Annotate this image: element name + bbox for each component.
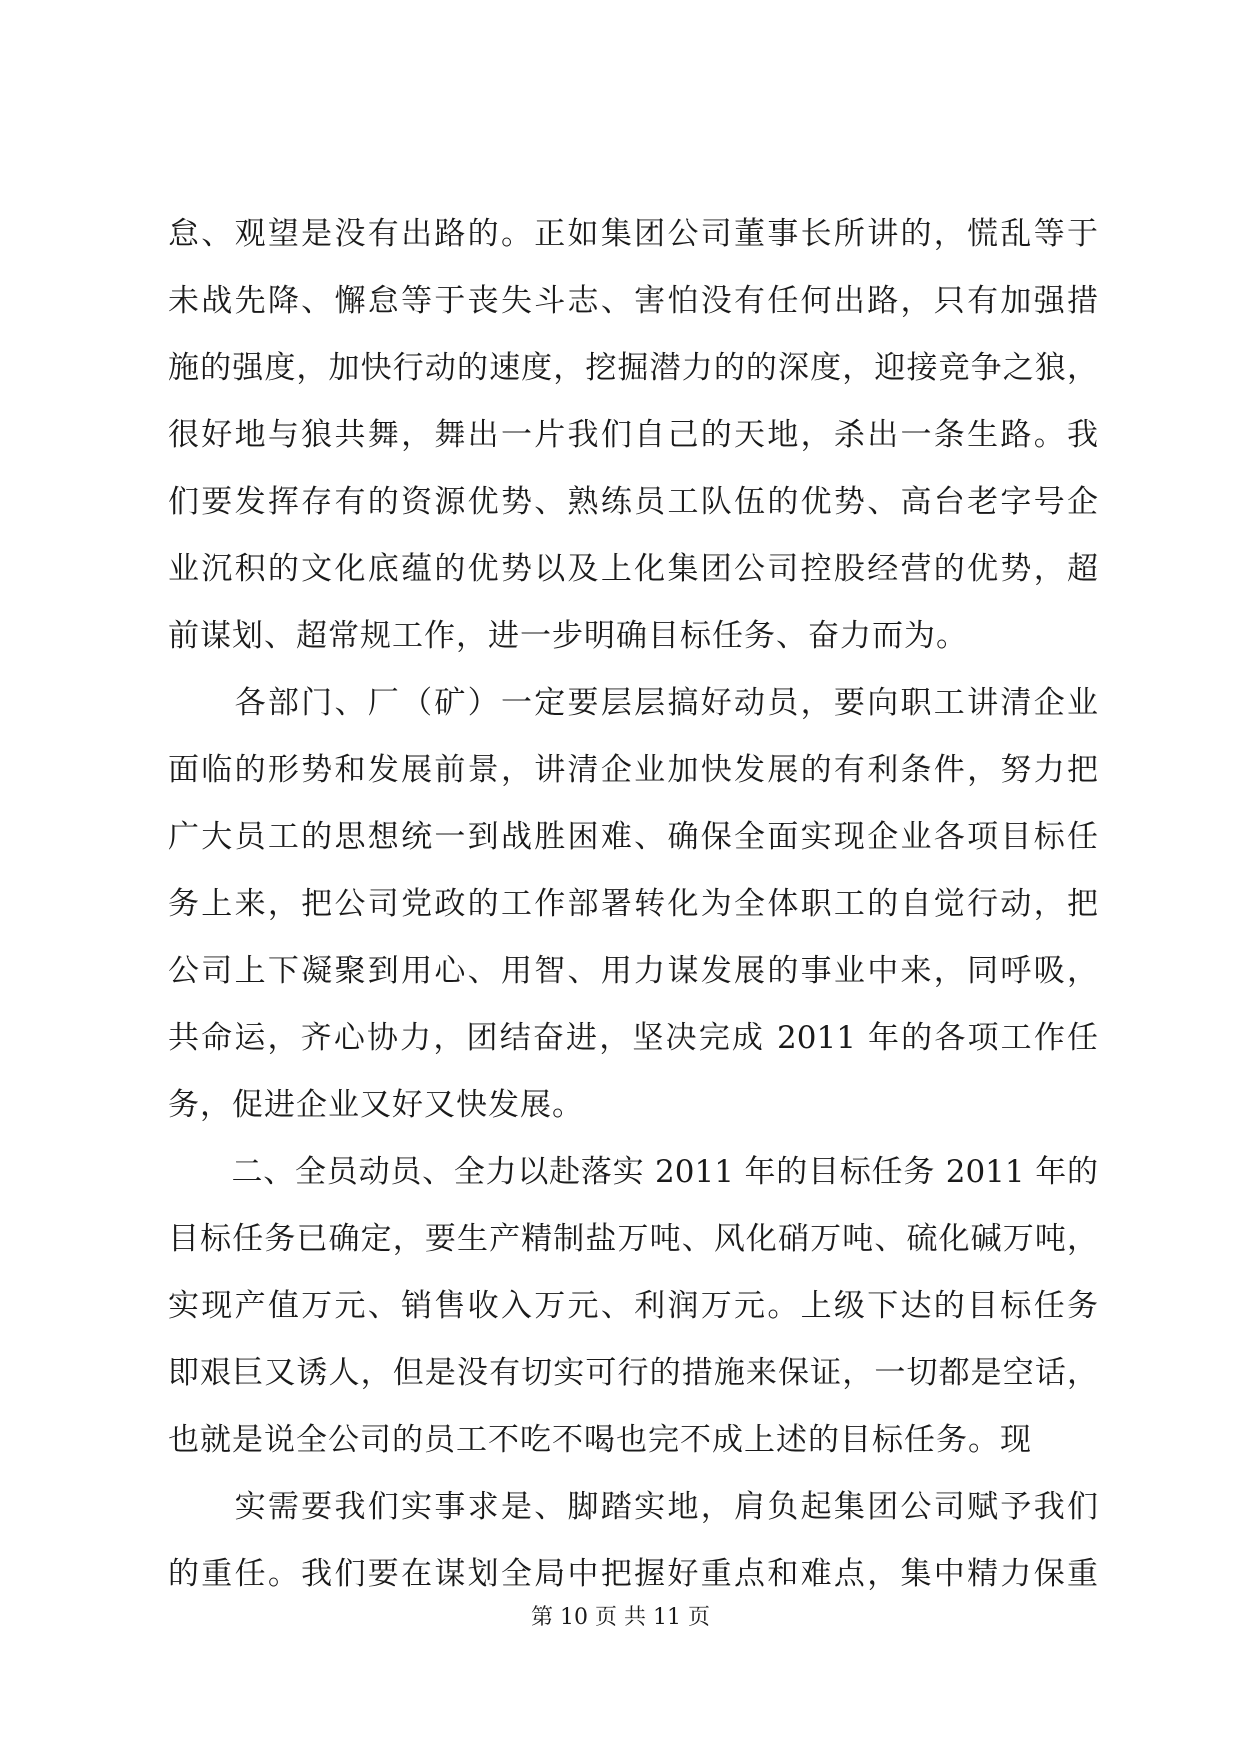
page-footer: 第 10 页 共 11 页: [531, 1605, 710, 1630]
text-line: 施的强度，加快行动的速度，挖掘潜力的的深度，迎接竞争之狼，: [168, 350, 1098, 386]
text-line: 也就是说全公司的员工不吃不喝也完不成上述的目标任务。现: [168, 1422, 1032, 1458]
text-line: 实需要我们实事求是、脚踏实地，肩负起集团公司赋予我们: [168, 1489, 1098, 1525]
text-line: 很好地与狼共舞，舞出一片我们自己的天地，杀出一条生路。我: [168, 417, 1098, 453]
text-line: 们要发挥存有的资源优势、熟练员工队伍的优势、高台老字号企: [168, 484, 1098, 520]
text-line: 二、全员动员、全力以赴落实 2011 年的目标任务 2011 年的: [168, 1154, 1098, 1190]
text-line: 公司上下凝聚到用心、用智、用力谋发展的事业中来，同呼吸，: [168, 953, 1098, 989]
text-line: 务，促进企业又好又快发展。: [168, 1087, 584, 1123]
text-line: 实现产值万元、销售收入万元、利润万元。上级下达的目标任务: [168, 1288, 1098, 1324]
text-line: 的重任。我们要在谋划全局中把握好重点和难点，集中精力保重: [168, 1556, 1098, 1592]
text-line: 面临的形势和发展前景，讲清企业加快发展的有利条件，努力把: [168, 752, 1098, 788]
text-line: 怠、观望是没有出路的。正如集团公司董事长所讲的，慌乱等于: [168, 216, 1098, 252]
text-line: 前谋划、超常规工作，进一步明确目标任务、奋力而为。: [168, 618, 968, 654]
text-line: 广大员工的思想统一到战胜困难、确保全面实现企业各项目标任: [168, 819, 1098, 855]
text-line: 业沉积的文化底蕴的优势以及上化集团公司控股经营的优势，超: [168, 551, 1098, 587]
text-line: 共命运，齐心协力，团结奋进，坚决完成 2011 年的各项工作任: [168, 1020, 1098, 1056]
text-line: 未战先降、懈怠等于丧失斗志、害怕没有任何出路，只有加强措: [168, 283, 1098, 319]
text-line: 务上来，把公司党政的工作部署转化为全体职工的自觉行动，把: [168, 886, 1098, 922]
text-line: 目标任务已确定，要生产精制盐万吨、风化硝万吨、硫化碱万吨，: [168, 1221, 1098, 1257]
text-line: 各部门、厂（矿）一定要层层搞好动员，要向职工讲清企业: [168, 685, 1098, 721]
text-line: 即艰巨又诱人，但是没有切实可行的措施来保证，一切都是空话，: [168, 1355, 1098, 1391]
